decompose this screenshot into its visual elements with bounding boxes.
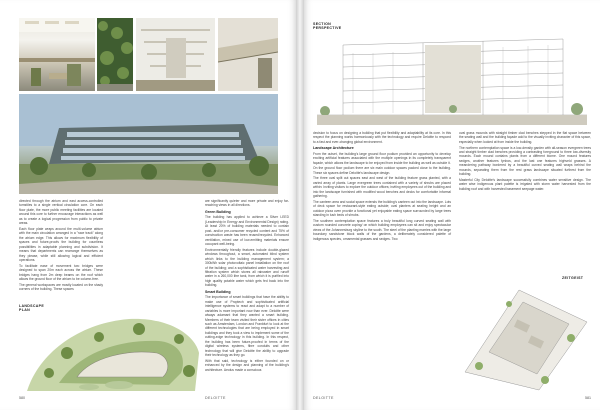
paragraph: Each floor plate wraps around the multi-volume atrium with the main circulation arranged in a "race track" along the atrium edge. This allows for maximum flexibility of spaces and future-proofs the building for countless possibilities in adaptable planning and subdivision. It means that departments can rearrange themselves as they please, while still allowing logical and efficient operations. (19, 226, 103, 263)
paragraph: The general workspaces are mostly located on the shady corners of the building. These spaces (19, 282, 103, 292)
label-line: PERSPECTIVE (313, 26, 342, 31)
paragraph: The canteen area and social space extends the building's canteen out into the landscape. Lots of deck space for restaurant-style eating outside; oval planters at seating height and an outdoor pizza oven provide a functional yet enjoyable eating space surrounded by large trees standing in lush beds of shrubs. (313, 199, 451, 218)
paragraph: decision to focus on designing a building that put flexibility and adaptability at its core. In this respect the planning works harmoniously with the technology and require Deloitte to respond to a fast and ever-changing global environment. (313, 131, 451, 144)
paragraph: With that said, technology is either founded on or enhanced by the design and planning of the building's architecture. Aeolus made a conscious (205, 358, 289, 372)
body-text-column-1 (19, 199, 103, 293)
aerial-rooftop-drawing (459, 282, 591, 392)
atrium-void-photo (136, 18, 215, 91)
section-heading: Smart Building (205, 289, 231, 294)
paragraph: directed through the atrium and east access-controlled turnstiles to a single vertical circulation core. On each floor plate, the more public meeting facilities are located around this core to further encourage interactions as well as to create a logical progression from public to private areas. (19, 199, 103, 226)
body-text-column-1 (313, 131, 451, 242)
paragraph: oval grass mounds with straight timber clad benches stepped in the flat space between the seating wall and the building façade add to the visually inviting character of this space, especially when looked at from inside the building. (459, 131, 591, 144)
paragraph: The southern contemplation space features a truly beautiful long curved seating wall with custom rounded concrete coping/ on which building employees can sit and enjoy spectacular views of the Johannesburg skyline to the south. The steel of the planting marries with the large boundary sandstone block walls of the gardens, a deliberately considered palette of indigenous species, ornamental grasses and sedges. Two (313, 218, 451, 241)
walkway-icon (218, 18, 278, 91)
section-perspective-label (313, 22, 341, 31)
paragraph: To facilitate ease of movement two bridges were designed to span 20m each across the atrium. These bridges hang from 2m deep beams on the roof which allows the ground floor of the atrium to be column-free. (19, 263, 103, 282)
paragraph: are significantly quieter and more private and enjoy far-reaching views in all directions. (205, 199, 289, 208)
body-text-column-2 (459, 131, 591, 192)
paragraph: Environmentally friendly features include double-glazed windows throughout, a smart, automated blind system which links to the building management system; a 300kWh solar photovoltaic panel installation on the roof of the building; and a sophisticated water harvesting and filtration system which stores all rainwater and runoff water in a 260,000 litre tank, from which it is purified into high quality potable water which gets fed back into the building. (205, 247, 289, 288)
aerial-view-label: ZEITGEIST (562, 276, 584, 280)
paragraph: The northern contemplation space is a low-density garden with all-season evergreen trees and straight timber clad benches providing a contrasting foreground to three low-diversity mounds. Each mound contains plants from a different biome. One mound features sedges, another features fynbos, and the last one features highveld grasses. A meandering pathway bordered by a beautiful curved seating wall wraps behind the mounds, separating them from the rest grass landscape situated furthest from the building. (459, 145, 591, 177)
atrium-interior-photo (19, 18, 95, 91)
atrium-ceiling-icon (19, 18, 95, 91)
paragraph: The building has applied to achieve a Silver LEED (Leadership in Energy and Environmental Design) rating. At least 20% of building materials needed to contain post- and/or pre-consumer recycled content and 75% of construction waste has been reused/recycled. Enhanced ventilation, mixed use of low-emitting materials ensure occupant well-being. (205, 215, 289, 247)
vertical-garden-icon (97, 18, 133, 91)
left-page (0, 0, 296, 410)
running-head: DELOITTE (205, 396, 226, 400)
building-exterior-photo (19, 94, 278, 194)
label-line: LANDSCAPE (19, 304, 45, 308)
paragraph: The three oval split out spaces east and west of the building feature grass planted, with a varied array of plants. Large evergreen trees contained with a variety of shrubs are placed within: Inviting visitors to explore the outdoor offices; inviting employees out of the building and into the landscape furnished with modified wood benches and decks for comfortable informal gathering. (313, 176, 451, 199)
running-head: DELOITTE (313, 396, 334, 400)
paragraph: Masterful City Deloitte's landscape successfully combines water sensitive design. The water wise indigenous plant palette is irrigated with storm water harvested from the building roof and with harvested basement seepage water. (459, 177, 591, 191)
paragraph: On the ground floor podium there are six main outdoor spaces packed close to the building. These six spaces define Deloitte's landscape design. (313, 166, 451, 175)
landscape-plan-label (19, 304, 44, 313)
label-line: PLAN (19, 308, 30, 313)
section-heading: Landscape Architecture (313, 146, 354, 151)
book-gutter (296, 0, 304, 410)
body-text-column-2 (205, 199, 289, 373)
section-heading: Green Building (205, 209, 231, 214)
page-number: 580 (19, 396, 25, 400)
label-line: SECTION (313, 22, 332, 26)
green-wall-photo (97, 18, 133, 91)
atrium-levels-icon (136, 18, 215, 91)
rooftop-plan-icon (459, 282, 591, 392)
page-number: 581 (585, 396, 591, 400)
bridge-walkway-photo (218, 18, 278, 91)
section-perspective-drawing (313, 33, 591, 129)
paragraph: The importance of smart buildings that have the ability to make use of Proptech and sophisticated artificial intelligence systems to react and adapt to a number of variables is more important now than ever. Deloitte were always adamant that they wanted a smart building. Members of their team visited their sister offices in cities such as Amsterdam, London and Frankfurt to look at the different technologies that are being employed in smart buildings and they took a view to implement some of the cutting-edge technology in this building. In this respect, the building has been future-proofed in terms of the digital wireless systems, fibre conduits and other technology that will give Deloitte the ability to upgrade their technology as they go. (205, 295, 289, 358)
office-building-icon (19, 94, 278, 194)
landscape-plan-drawing (19, 313, 201, 393)
site-plan-icon (19, 313, 201, 393)
building-section-icon (313, 33, 591, 129)
paragraph: From the outset, the building's large ground floor podium provided an opportunity to develop exciting artificial features associated with the multiple openings in its completely transparent façade, which allows the landscape to be enjoyed from inside the building as well as outside it. (313, 151, 451, 165)
right-page (304, 0, 600, 410)
